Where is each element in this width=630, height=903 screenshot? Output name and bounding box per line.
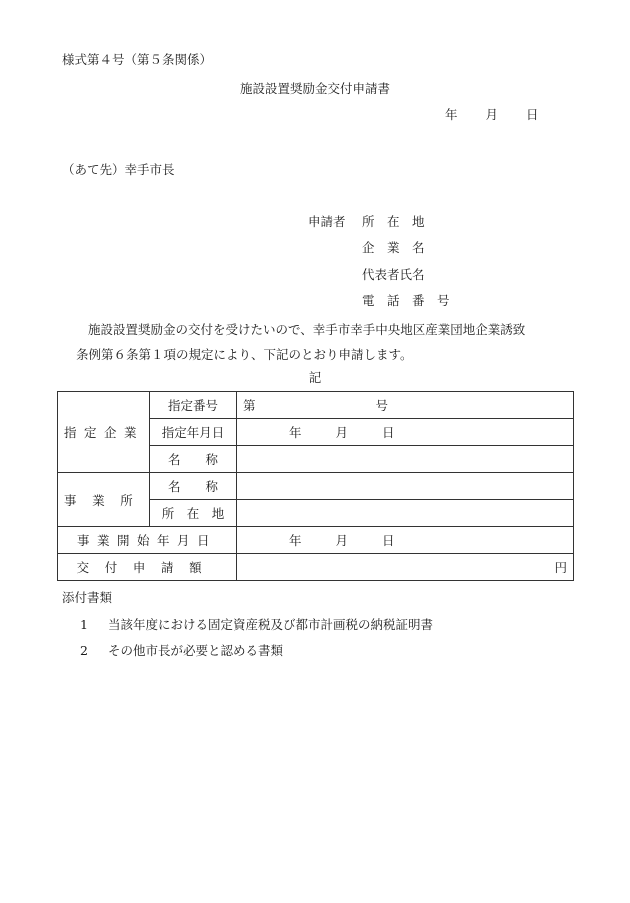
designation-date-label: 指定年月日	[150, 419, 237, 446]
body-text	[62, 317, 582, 367]
office-name-value[interactable]	[237, 473, 574, 500]
body-line-1: 施設設置奨励金の交付を受けたいので、幸手市幸手中央地区産業団地企業誘致	[88, 322, 526, 337]
designation-date-day: 日	[381, 425, 395, 440]
designation-number-prefix: 第	[243, 398, 256, 413]
designation-number-suffix: 号	[375, 398, 388, 413]
attachment-text: その他市長が必要と認める書類	[107, 643, 283, 658]
designation-number-value[interactable]	[237, 392, 574, 419]
table-row	[58, 473, 574, 500]
applicant-field-representative: 代表者氏名	[362, 267, 425, 282]
applicant-field-address: 所 在 地	[362, 214, 425, 229]
start-date-year: 年	[288, 533, 302, 548]
form-number: 様式第４号（第５条関係）	[62, 52, 213, 67]
office-label: 事業所	[58, 473, 150, 527]
attachment-item	[80, 615, 433, 633]
company-name-label: 名 称	[150, 446, 237, 473]
table-row	[58, 527, 574, 554]
attachment-number: 1	[80, 617, 88, 632]
start-date-month: 月	[335, 533, 348, 548]
date-month: 月	[485, 107, 499, 122]
document-title: 施設設置奨励金交付申請書	[239, 81, 390, 96]
ki-heading: 記	[308, 370, 322, 385]
designation-date-month: 月	[335, 425, 348, 440]
start-date-day: 日	[381, 533, 395, 548]
start-date-label: 事業開始年月日	[58, 527, 237, 554]
application-table	[57, 391, 574, 581]
date-year: 年	[445, 107, 458, 122]
office-location-label: 所 在 地	[150, 500, 237, 527]
applicant-field-phone: 電 話 番 号	[362, 293, 450, 308]
attachment-number: 2	[80, 643, 88, 658]
body-line-2: 条例第６条第１項の規定により、下記のとおり申請します。	[76, 347, 413, 362]
table-row	[58, 554, 574, 581]
grant-amount-label: 交付申請額	[58, 554, 237, 581]
table-row	[58, 392, 574, 419]
applicant-field-company: 企 業 名	[362, 240, 425, 255]
attachment-item	[80, 641, 283, 659]
company-name-value[interactable]	[237, 446, 574, 473]
start-date-value[interactable]	[237, 527, 574, 554]
date-day: 日	[526, 107, 539, 122]
office-name-label: 名 称	[150, 473, 237, 500]
applicant-heading: 申請者	[308, 214, 346, 229]
designated-company-label: 指定企業	[58, 392, 150, 473]
grant-amount-value[interactable]	[237, 554, 574, 581]
addressee: （あて先）幸手市長	[62, 162, 175, 177]
designation-date-value[interactable]	[237, 419, 574, 446]
designation-number-label: 指定番号	[150, 392, 237, 419]
designation-date-year: 年	[288, 425, 302, 440]
attachments-title: 添付書類	[62, 590, 113, 605]
attachment-text: 当該年度における固定資産税及び都市計画税の納税証明書	[107, 617, 433, 632]
application-date	[445, 105, 539, 123]
grant-amount-yen: 円	[554, 560, 567, 575]
office-location-value[interactable]	[237, 500, 574, 527]
